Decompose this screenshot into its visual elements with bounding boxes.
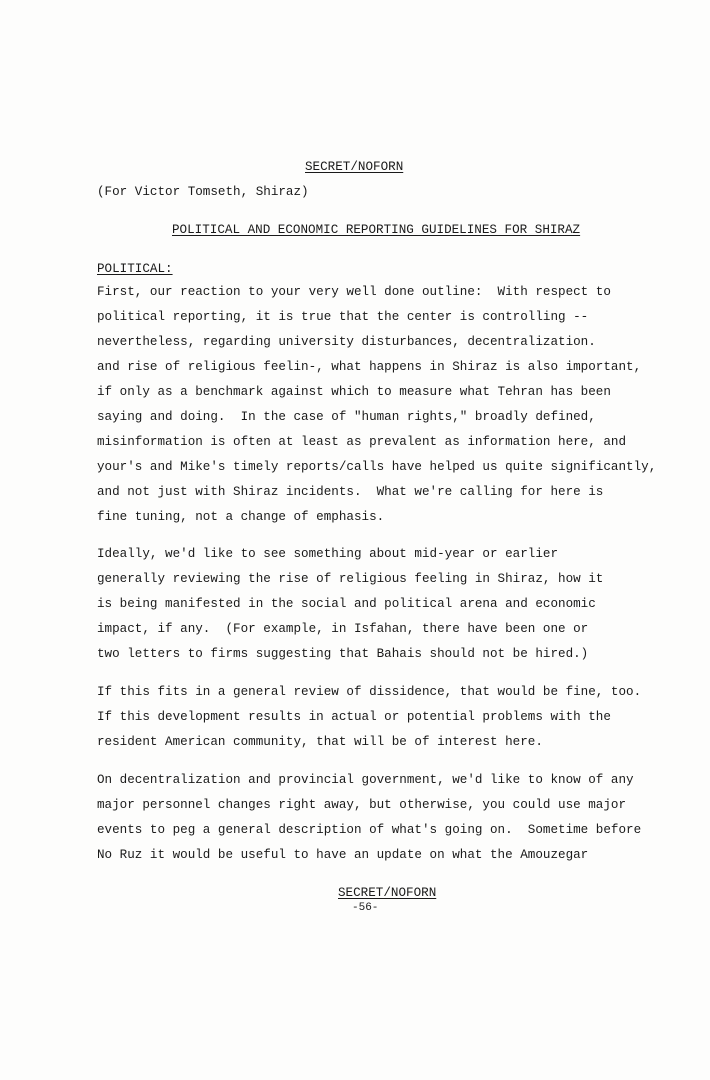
text-line: and not just with Shiraz incidents. What we're calling for here is — [97, 485, 604, 499]
text-line: two letters to firms suggesting that Bahais should not be hired.) — [97, 647, 589, 661]
text-line: political reporting, it is true that the center is controlling -- — [97, 310, 589, 324]
text-line: is being manifested in the social and political arena and economic — [97, 597, 596, 611]
text-line: nevertheless, regarding university disturbances, decentralization. — [97, 335, 596, 349]
text-line: events to peg a general description of what's going on. Sometime before — [97, 823, 642, 837]
text-line: generally reviewing the rise of religious feeling in Shiraz, how it — [97, 572, 604, 586]
text-line: If this development results in actual or potential problems with the — [97, 710, 611, 724]
text-line: impact, if any. (For example, in Isfahan, there have been one or — [97, 622, 589, 636]
classification-header: SECRET/NOFORN — [305, 160, 404, 174]
text-line: resident American community, that will be of interest here. — [97, 735, 543, 749]
text-line: and rise of religious feelin-, what happens in Shiraz is also important, — [97, 360, 642, 374]
text-line: First, our reaction to your very well done outline: With respect to — [97, 285, 611, 299]
section-heading: POLITICAL: — [97, 262, 173, 276]
addressee-line: (For Victor Tomseth, Shiraz) — [97, 185, 309, 199]
document-title: POLITICAL AND ECONOMIC REPORTING GUIDELINES FOR SHIRAZ — [172, 223, 581, 237]
text-line: On decentralization and provincial government, we'd like to know of any — [97, 773, 634, 787]
text-line: If this fits in a general review of dissidence, that would be fine, too. — [97, 685, 642, 699]
text-line: your's and Mike's timely reports/calls have helped us quite significantly, — [97, 460, 657, 474]
text-line: No Ruz it would be useful to have an update on what the Amouzegar — [97, 848, 589, 862]
page-number: -56- — [352, 902, 379, 914]
text-line: saying and doing. In the case of "human rights," broadly defined, — [97, 410, 596, 424]
text-line: misinformation is often at least as prevalent as information here, and — [97, 435, 627, 449]
text-line: if only as a benchmark against which to measure what Tehran has been — [97, 385, 611, 399]
classification-footer: SECRET/NOFORN — [338, 886, 437, 900]
text-line: Ideally, we'd like to see something about mid-year or earlier — [97, 547, 559, 561]
text-line: major personnel changes right away, but otherwise, you could use major — [97, 798, 627, 812]
text-line: fine tuning, not a change of emphasis. — [97, 510, 385, 524]
